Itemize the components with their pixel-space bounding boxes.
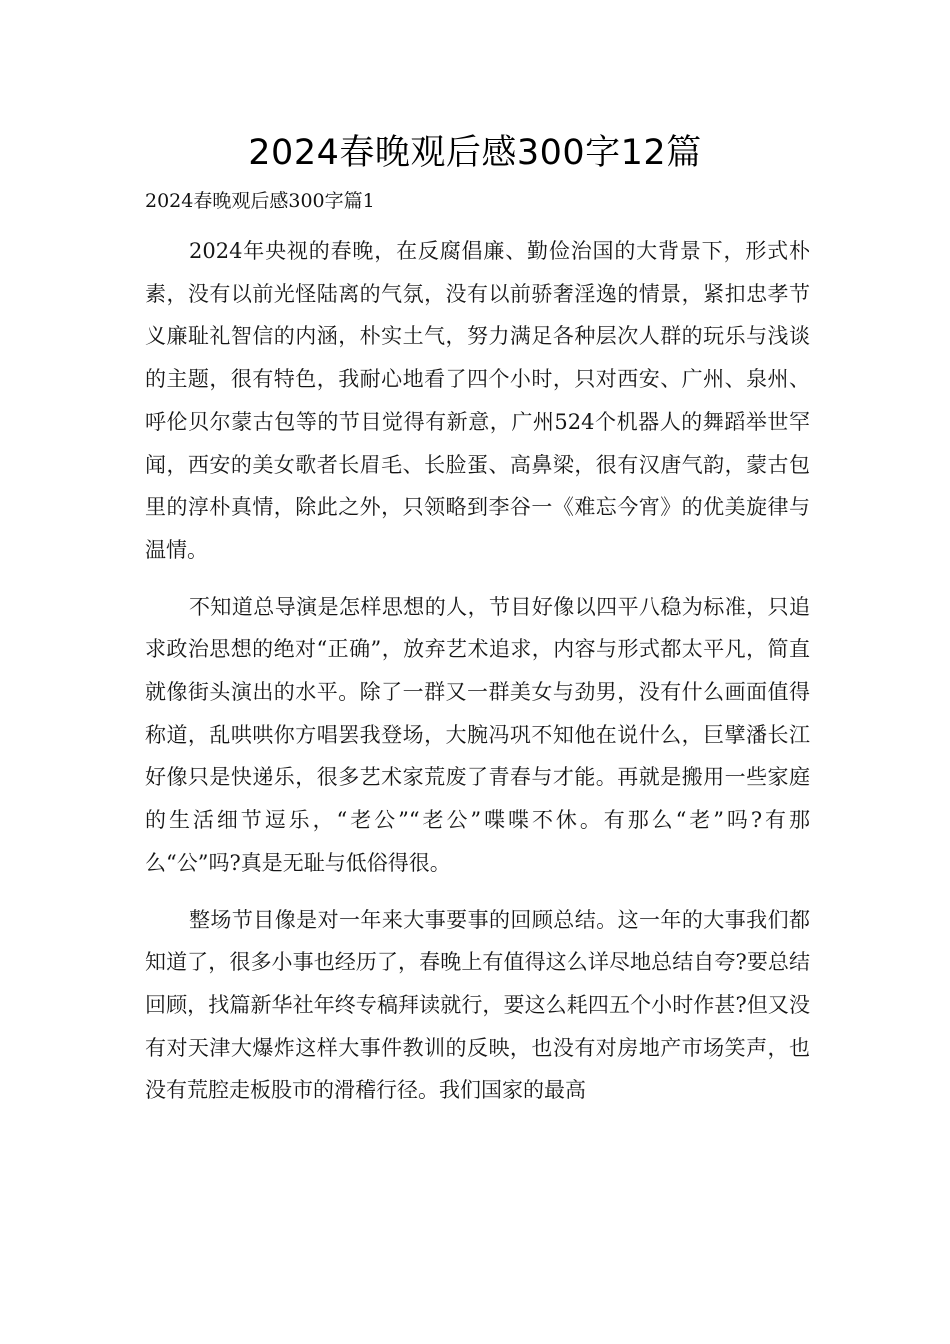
document-title: 2024春晚观后感300字12篇 [248,133,702,173]
section-heading: 2024春晚观后感300字篇1 [145,190,375,212]
paragraph-1: 2024年央视的春晚，在反腐倡廉、勤俭治国的大背景下，形式朴素，没有以前光怪陆离的气氛，没有以前骄奢淫逸的情景，紧扣忠孝节义廉耻礼智信的内涵，朴实土气，努力满足各种层次人群的玩乐与浅谈的主题，很有特色，我耐心地看了四个小时，只对西安、广州、泉州、呼伦贝尔蒙古包等的节目觉得有新意，广州524个机器人的舞蹈举世罕闻，西安的美女歌者长眉毛、长脸蛋、高鼻梁，很有汉唐气韵，蒙古包里的淳朴真情，除此之外，只领略到李谷一《难忘今宵》的优美旋律与温情。 [145,239,810,562]
document-body [145,230,810,1126]
paragraph-3: 整场节目像是对一年来大事要事的回顾总结。这一年的大事我们都知道了，很多小事也经历了，春晚上有值得这么详尽地总结自夸?要总结回顾，找篇新华社年终专稿拜读就行，要这么耗四五个小时作甚?但又没有对天津大爆炸这样大事件教训的反映，也没有对房地产市场笑声，也没有荒腔走板股市的滑稽行径。我们国家的最高 [145,907,810,1103]
paragraph-2: 不知道总导演是怎样思想的人，节目好像以四平八稳为标准，只追求政治思想的绝对“正确”，放弃艺术追求，内容与形式都太平凡，简直就像街头演出的水平。除了一群又一群美女与劲男，没有什么画面值得称道，乱哄哄你方唱罢我登场，大腕冯巩不知他在说什么，巨擘潘长江好像只是快递乐，很多艺术家荒废了青春与才能。再就是搬用一些家庭的生活细节逗乐，“老公”“老公”喋喋不休。有那么“老”吗?有那么“公”吗?真是无耻与低俗得很。 [145,594,810,875]
